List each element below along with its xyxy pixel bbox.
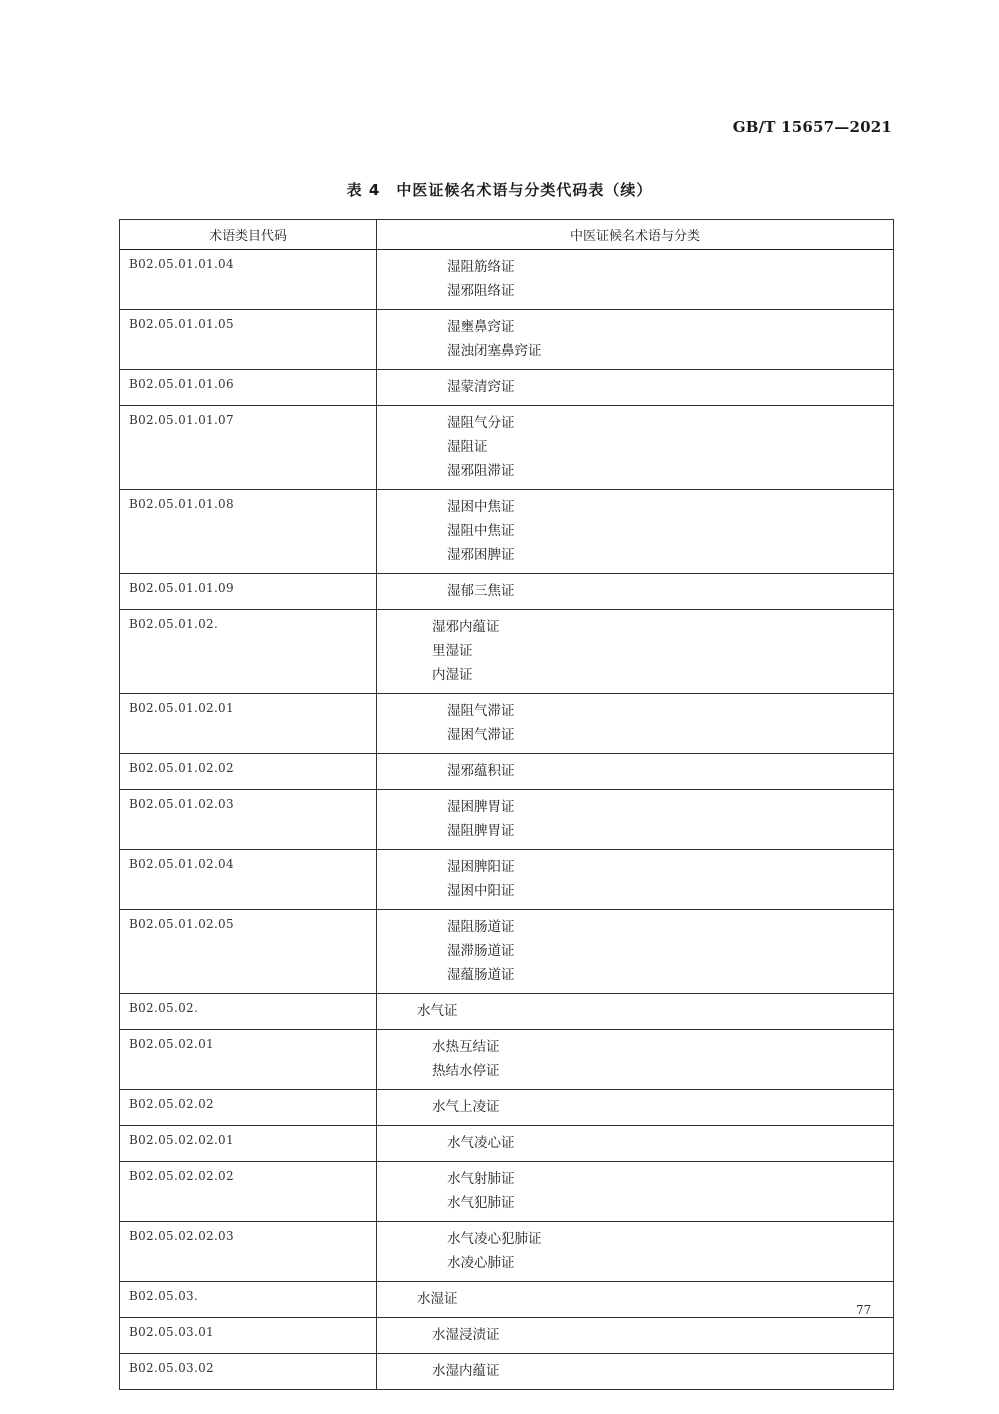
syndrome-term: 湿蒙清窍证 — [447, 379, 515, 395]
standard-number: GB/T 15657—2021 — [732, 118, 892, 136]
syndrome-term: 湿邪阻滞证 — [447, 463, 515, 479]
category-code: B02.05.01.02. — [120, 610, 377, 694]
category-code: B02.05.01.01.09 — [120, 574, 377, 610]
category-code: B02.05.01.01.07 — [120, 406, 377, 490]
syndrome-term: 湿困脾胃证 — [447, 799, 515, 815]
terms-cell — [377, 610, 894, 694]
category-code: B02.05.01.02.02 — [120, 754, 377, 790]
table-row — [120, 694, 894, 754]
syndrome-term: 里湿证 — [432, 643, 473, 659]
category-code: B02.05.01.02.01 — [120, 694, 377, 754]
syndrome-term: 湿困中阳证 — [447, 883, 515, 899]
syndrome-term: 湿阻气分证 — [447, 415, 515, 431]
syndrome-term: 湿困脾阳证 — [447, 859, 515, 875]
syndrome-term: 水气射肺证 — [447, 1171, 515, 1187]
terms-cell — [377, 1126, 894, 1162]
category-code: B02.05.02.01 — [120, 1030, 377, 1090]
table-row — [120, 1222, 894, 1282]
table-row — [120, 1162, 894, 1222]
table-row — [120, 754, 894, 790]
syndrome-term: 湿邪困脾证 — [447, 547, 515, 563]
syndrome-term: 湿阻筋络证 — [447, 259, 515, 275]
category-code: B02.05.03.01 — [120, 1318, 377, 1354]
category-code: B02.05.01.01.05 — [120, 310, 377, 370]
table-row — [120, 250, 894, 310]
terms-cell — [377, 1162, 894, 1222]
syndrome-term: 湿困气滞证 — [447, 727, 515, 743]
terms-cell — [377, 850, 894, 910]
terms-table — [119, 219, 894, 1390]
syndrome-term: 湿蕴肠道证 — [447, 967, 515, 983]
syndrome-term: 湿壅鼻窍证 — [447, 319, 515, 335]
syndrome-term: 水气证 — [417, 1003, 458, 1019]
terms-cell — [377, 754, 894, 790]
category-code: B02.05.03. — [120, 1282, 377, 1318]
table-row — [120, 406, 894, 490]
syndrome-term: 湿阻中焦证 — [447, 523, 515, 539]
terms-cell — [377, 910, 894, 994]
syndrome-term: 湿浊闭塞鼻窍证 — [447, 343, 542, 359]
column-header-code: 术语类目代码 — [120, 220, 377, 250]
table-body — [120, 250, 894, 1390]
category-code: B02.05.01.01.04 — [120, 250, 377, 310]
table-header-row — [120, 220, 894, 250]
table-row — [120, 994, 894, 1030]
table-row — [120, 910, 894, 994]
terms-cell — [377, 370, 894, 406]
table-row — [120, 1126, 894, 1162]
category-code: B02.05.01.01.08 — [120, 490, 377, 574]
terms-cell — [377, 694, 894, 754]
table-row — [120, 850, 894, 910]
table-row — [120, 610, 894, 694]
terms-cell — [377, 1030, 894, 1090]
terms-cell — [377, 1318, 894, 1354]
table-row — [120, 1030, 894, 1090]
table-row — [120, 790, 894, 850]
terms-cell — [377, 1282, 894, 1318]
terms-cell — [377, 574, 894, 610]
terms-cell — [377, 1354, 894, 1390]
category-code: B02.05.01.02.03 — [120, 790, 377, 850]
table-row — [120, 574, 894, 610]
syndrome-term: 湿阻证 — [447, 439, 488, 455]
syndrome-term: 水气犯肺证 — [447, 1195, 515, 1211]
column-header-terms: 中医证候名术语与分类 — [377, 220, 894, 250]
syndrome-term: 水气上凌证 — [432, 1099, 500, 1115]
syndrome-term: 湿邪内蕴证 — [432, 619, 500, 635]
category-code: B02.05.01.02.04 — [120, 850, 377, 910]
syndrome-term: 水气凌心证 — [447, 1135, 515, 1151]
syndrome-term: 湿阻肠道证 — [447, 919, 515, 935]
category-code: B02.05.01.02.05 — [120, 910, 377, 994]
syndrome-term: 水气凌心犯肺证 — [447, 1231, 542, 1247]
category-code: B02.05.02.02.03 — [120, 1222, 377, 1282]
terms-cell — [377, 994, 894, 1030]
page-number: 77 — [856, 1303, 872, 1317]
table-row — [120, 1354, 894, 1390]
syndrome-term: 湿阻气滞证 — [447, 703, 515, 719]
syndrome-term: 水湿浸渍证 — [432, 1327, 500, 1343]
table-row — [120, 370, 894, 406]
terms-cell — [377, 250, 894, 310]
syndrome-term: 水湿内蕴证 — [432, 1363, 500, 1379]
table-caption: 表 4 中医证候名术语与分类代码表（续） — [346, 181, 653, 199]
syndrome-term: 热结水停证 — [432, 1063, 500, 1079]
syndrome-term: 水凌心肺证 — [447, 1255, 515, 1271]
category-code: B02.05.02. — [120, 994, 377, 1030]
table-row — [120, 1318, 894, 1354]
syndrome-term: 湿郁三焦证 — [447, 583, 515, 599]
syndrome-term: 内湿证 — [432, 667, 473, 683]
terms-cell — [377, 406, 894, 490]
category-code: B02.05.02.02.02 — [120, 1162, 377, 1222]
syndrome-term: 湿困中焦证 — [447, 499, 515, 515]
syndrome-term: 湿滞肠道证 — [447, 943, 515, 959]
terms-cell — [377, 1090, 894, 1126]
terms-cell — [377, 1222, 894, 1282]
terms-cell — [377, 790, 894, 850]
category-code: B02.05.01.01.06 — [120, 370, 377, 406]
category-code: B02.05.03.02 — [120, 1354, 377, 1390]
category-code: B02.05.02.02.01 — [120, 1126, 377, 1162]
syndrome-term: 湿邪蕴积证 — [447, 763, 515, 779]
terms-cell — [377, 490, 894, 574]
table-row — [120, 490, 894, 574]
syndrome-term: 水热互结证 — [432, 1039, 500, 1055]
category-code: B02.05.02.02 — [120, 1090, 377, 1126]
table-row — [120, 1090, 894, 1126]
table-row — [120, 310, 894, 370]
terms-cell — [377, 310, 894, 370]
syndrome-term: 湿邪阻络证 — [447, 283, 515, 299]
syndrome-term: 水湿证 — [417, 1291, 458, 1307]
syndrome-term: 湿阻脾胃证 — [447, 823, 515, 839]
table-row — [120, 1282, 894, 1318]
